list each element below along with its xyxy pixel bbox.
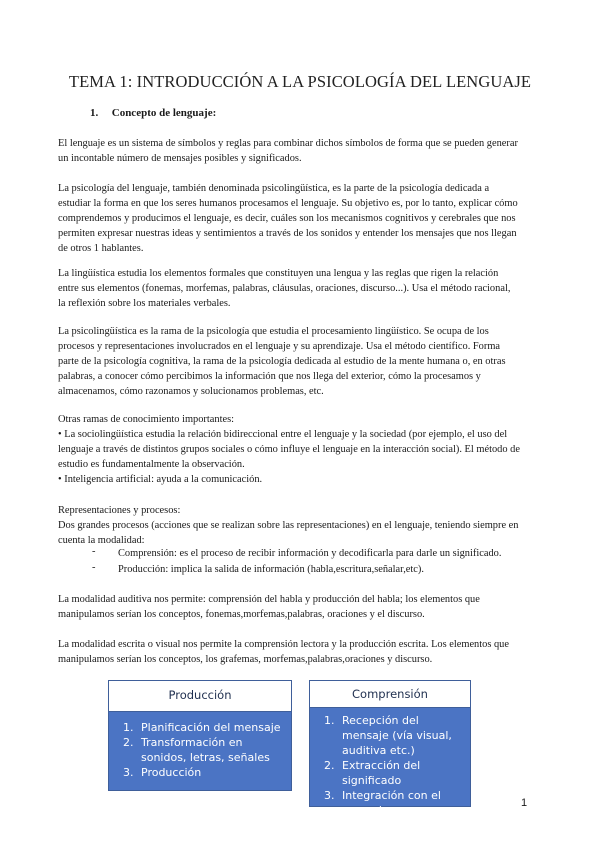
produccion-box-body (109, 712, 291, 790)
paragraph-representaciones (58, 503, 550, 548)
produccion-step: 1. Planificación del mensaje (137, 720, 285, 735)
text-line: Otras ramas de conocimiento importantes: (58, 414, 235, 425)
paragraph-lenguaje (58, 136, 550, 166)
dash-bullet: - (92, 546, 96, 557)
text-line: entre sus elementos (fonemas, morfemas, palabras, cláusulas, oraciones, discurso...). Usa el método racional, (58, 283, 511, 294)
text-line: un incontable número de mensajes posibles y significados. (58, 153, 302, 164)
list-item-produccion: Producción: implica la salida de información (habla,escritura,señalar,etc). (118, 564, 424, 575)
text-line: la reflexión sobre los materiales verbales. (58, 298, 231, 309)
text-line: cuenta la modalidad: (58, 535, 145, 546)
paragraph-psicolinguistica (58, 324, 550, 399)
list-item-comprension: Comprensión: es el proceso de recibir información y decodificarla para darle un significado. (118, 548, 502, 559)
produccion-box-title: Producción (109, 681, 291, 712)
text-line: Dos grandes procesos (acciones que se realizan sobre las representaciones) en el lenguaje, teniendo siempre en (58, 520, 519, 531)
text-line: comprendemos y producimos el lenguaje, es decir, cuáles son los mecanismos cognitivos y cerebrales que nos (58, 213, 516, 224)
page-number: 1 (521, 797, 528, 809)
text-line: manipulamos serían los conceptos, los grafemas, morfemas,palabras,oraciones y discurso. (58, 654, 433, 665)
text-line: Representaciones y procesos: (58, 505, 181, 516)
text-line: manipulamos serían los conceptos, fonemas,morfemas,palabras, oraciones y el discurso. (58, 609, 425, 620)
text-line: lenguaje a través de distintos grupos sociales o cómo influye el lenguaje en la interacción social). El método de (58, 444, 520, 455)
comprension-box-body (310, 708, 470, 832)
comprension-step: 1. Recepción del mensaje (vía visual, auditiva etc.) (338, 713, 464, 758)
text-line: La modalidad auditiva nos permite: comprensión del habla y producción del habla; los elementos que (58, 594, 480, 605)
comprension-box (309, 680, 471, 832)
text-line: estudio es fundamentalmente la observación. (58, 459, 245, 470)
bullet-inteligencia-artificial: • Inteligencia artificial: ayuda a la comunicación. (58, 474, 263, 485)
bullet-sociolinguistica: • La sociolingüística estudia la relación bidireccional entre el lenguaje y la sociedad (por ejemplo, el uso del (58, 429, 508, 440)
dash-bullet: - (92, 562, 96, 573)
text-line: palabras, a conocer cómo percibimos la información que nos llega del exterior, cómo la procesamos y (58, 371, 481, 382)
text-line: estudiar la forma en que los seres humanos procesamos el lenguaje. Su objetivo es, por lo tanto, explicar cómo (58, 198, 518, 209)
produccion-step: 3. Producción (137, 765, 285, 780)
section-title: Concepto de lenguaje: (111, 107, 217, 119)
paragraph-linguistica (58, 266, 550, 311)
text-line: La psicología del lenguaje, también denominada psicolingüística, es la parte de la psicología dedicada a (58, 183, 490, 194)
text-line: de otros 1 hablantes. (58, 243, 144, 254)
produccion-step: 2. Transformación en sonidos, letras, señales (137, 735, 285, 765)
document-title: TEMA 1: INTRODUCCIÓN A LA PSICOLOGÍA DEL LENGUAJE (68, 72, 532, 91)
comprension-step: 2. Extracción del significado (338, 758, 464, 788)
text-line: procesos y representaciones involucrados en el lenguaje y su aprendizaje. Usa el método científico. Forma (58, 341, 501, 352)
paragraph-modalidad-escrita (58, 637, 550, 667)
text-line: La psicolingüística es la rama de la psicología que estudia el procesamiento lingüístico. Se ocupa de los (58, 326, 489, 337)
text-line: parte de la psicología cognitiva, la rama de la psicología dedicada al estudio de la mente humana o, en otras (58, 356, 506, 367)
comprension-step: 3. Integración con el mensaje y conocimiento (338, 788, 464, 833)
paragraph-otras-ramas (58, 412, 550, 487)
paragraph-modalidad-auditiva (58, 592, 550, 622)
text-line: La lingüística estudia los elementos formales que constituyen una lengua y las reglas que rigen la relación (58, 268, 499, 279)
text-line: La modalidad escrita o visual nos permite la comprensión lectora y la producción escrita. Los elementos que (58, 639, 509, 650)
section-number: 1. (90, 107, 99, 119)
produccion-box (108, 680, 292, 791)
paragraph-psicologia-lenguaje (58, 181, 550, 256)
section-heading (90, 107, 216, 119)
comprension-box-title: Comprensión (310, 681, 470, 708)
text-line: El lenguaje es un sistema de símbolos y reglas para combinar dichos símbolos de forma que se pueden generar (58, 138, 518, 149)
text-line: permiten expresar nuestras ideas y sentimientos a través de los sonidos y entender los mensajes que nos llegan (58, 228, 517, 239)
text-line: almacenamos, cómo razonamos y solucionamos problemas, etc. (58, 386, 324, 397)
